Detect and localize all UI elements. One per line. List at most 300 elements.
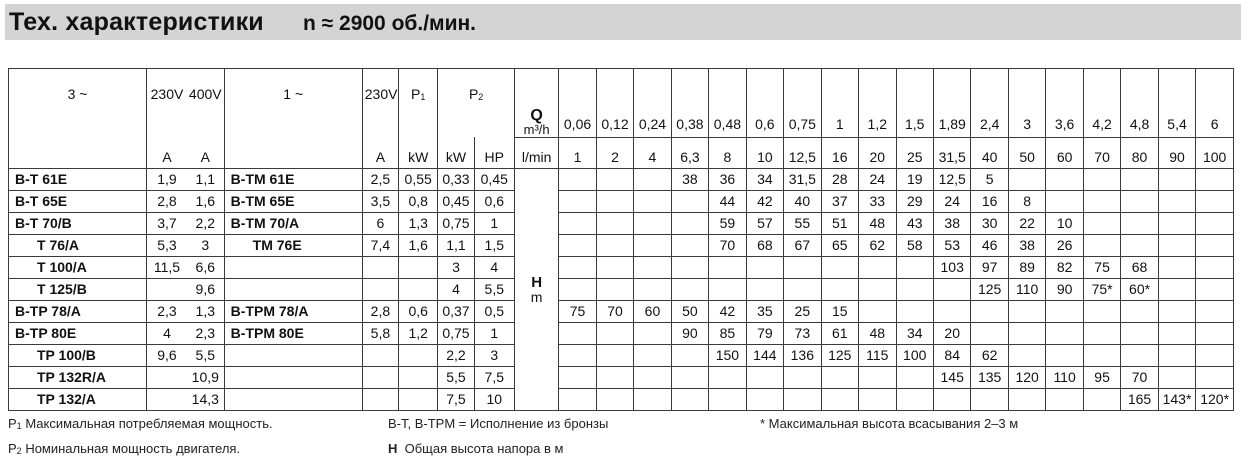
legend-suction: * Максимальная высота всасывания 2–3 м (760, 416, 1019, 431)
head-value (1158, 322, 1195, 344)
head-value (1083, 168, 1120, 190)
head-value: 10 (1046, 212, 1083, 234)
head-value (1196, 300, 1234, 322)
page-subtitle: n ≈ 2900 об./мин. (303, 12, 477, 35)
power-p2-hp: 4 (474, 256, 514, 278)
head-value (1196, 366, 1234, 388)
head-value: 67 (784, 234, 821, 256)
head-value (671, 366, 708, 388)
flow-lmin-header: 4 (634, 137, 671, 168)
flow-lmin-header: 20 (859, 137, 896, 168)
head-value: 73 (784, 322, 821, 344)
head-value (859, 366, 896, 388)
flow-m3h-header: 1,2 (859, 69, 896, 138)
head-value (671, 190, 708, 212)
flow-m3h-header: 0,75 (784, 69, 821, 138)
head-value (671, 388, 708, 410)
current-230v: 11,5 (147, 256, 187, 278)
head-value (859, 388, 896, 410)
head-value (933, 278, 970, 300)
head-value (1196, 256, 1234, 278)
head-value (596, 168, 633, 190)
head-value (1083, 212, 1120, 234)
head-value (1158, 344, 1195, 366)
current-1phase (362, 344, 398, 366)
head-label: H m (514, 168, 558, 410)
head-value (559, 234, 596, 256)
head-value: 75 (559, 300, 596, 322)
a230-unit: A (147, 137, 187, 168)
head-value: 22 (1008, 212, 1045, 234)
head-value (1158, 278, 1195, 300)
head-value: 16 (971, 190, 1008, 212)
head-value (596, 344, 633, 366)
head-value (709, 278, 746, 300)
head-value (709, 366, 746, 388)
head-value: 48 (859, 322, 896, 344)
head-value: 145 (933, 366, 970, 388)
head-value: 38 (933, 212, 970, 234)
model-1phase: B-TM 70/A (224, 212, 362, 234)
flow-m3h-header: 1,5 (896, 69, 933, 138)
current-230v: 9,6 (147, 344, 187, 366)
head-value: 24 (933, 190, 970, 212)
flow-m3h-header: 0,6 (746, 69, 783, 138)
head-value (784, 388, 821, 410)
head-value (596, 366, 633, 388)
head-value (596, 278, 633, 300)
power-p2-hp: 1,5 (474, 234, 514, 256)
power-p2-kw: 4 (438, 278, 474, 300)
power-p1: 1,3 (399, 212, 438, 234)
flow-m3h-header: 0,12 (596, 69, 633, 138)
flow-m3h-header: 2,4 (971, 69, 1008, 138)
model-1phase (224, 256, 362, 278)
head-value (634, 278, 671, 300)
power-p2-hp: 0,45 (474, 168, 514, 190)
model-1phase: TM 76E (224, 234, 362, 256)
head-value (821, 256, 858, 278)
current-1phase: 7,4 (362, 234, 398, 256)
model-3phase: TP 100/B (9, 344, 147, 366)
head-value (1083, 388, 1120, 410)
head-value (1008, 388, 1045, 410)
phase3-header: 3 ~ (9, 69, 147, 138)
flow-m3h-header: 5,4 (1158, 69, 1195, 138)
head-value (1008, 168, 1045, 190)
head-value: 62 (971, 344, 1008, 366)
head-value (821, 388, 858, 410)
head-value (1196, 278, 1234, 300)
power-p1: 0,55 (399, 168, 438, 190)
head-value: 79 (746, 322, 783, 344)
model-3phase: B-TP 78/A (9, 300, 147, 322)
current-1phase (362, 366, 398, 388)
flow-m3h-header: 0,38 (671, 69, 708, 138)
head-value (1158, 234, 1195, 256)
table-row (9, 212, 1234, 234)
power-p2-kw: 0,75 (438, 322, 474, 344)
head-value: 84 (933, 344, 970, 366)
head-value: 15 (821, 300, 858, 322)
current-1phase: 5,8 (362, 322, 398, 344)
head-value (1196, 322, 1234, 344)
head-value: 40 (784, 190, 821, 212)
head-value (784, 278, 821, 300)
head-value (634, 190, 671, 212)
head-value (1046, 344, 1083, 366)
head-value: 150 (709, 344, 746, 366)
head-value (971, 388, 1008, 410)
head-value: 20 (933, 322, 970, 344)
head-value (1121, 168, 1158, 190)
head-value: 50 (671, 300, 708, 322)
p2-header: $P_2$ (438, 69, 515, 138)
power-p2-kw: 0,33 (438, 168, 474, 190)
head-value: 70 (596, 300, 633, 322)
head-value: 100 (896, 344, 933, 366)
head-value (596, 256, 633, 278)
head-value (1046, 190, 1083, 212)
power-p2-hp: 3 (474, 344, 514, 366)
head-value (1083, 344, 1120, 366)
head-value (1196, 212, 1234, 234)
head-value (1083, 234, 1120, 256)
power-p1 (399, 366, 438, 388)
head-value: 120 (1008, 366, 1045, 388)
flow-lmin-header: 80 (1121, 137, 1158, 168)
q-header: Q m³/h (514, 69, 558, 138)
head-value: 60 (634, 300, 671, 322)
flow-lmin-header: 10 (746, 137, 783, 168)
page-title: Тех. характеристики (9, 8, 264, 36)
current-1phase (362, 388, 398, 410)
current-400v: 9,6 (187, 278, 224, 300)
current-230v: 2,3 (147, 300, 187, 322)
head-value: 8 (1008, 190, 1045, 212)
table-row (9, 234, 1234, 256)
table-row (9, 300, 1234, 322)
model-3phase: B-T 61E (9, 168, 147, 190)
power-p1: 1,2 (399, 322, 438, 344)
head-value (709, 388, 746, 410)
header-row-top (9, 69, 1234, 138)
phase1-header: 1 ~ (224, 69, 362, 138)
power-p2-kw: 0,45 (438, 190, 474, 212)
current-230v (147, 278, 187, 300)
current-230v: 5,3 (147, 234, 187, 256)
head-value: 110 (1008, 278, 1045, 300)
model-1phase: B-TM 61E (224, 168, 362, 190)
power-p1 (399, 278, 438, 300)
current-230v: 1,9 (147, 168, 187, 190)
flow-m3h-header: 0,48 (709, 69, 746, 138)
head-value (671, 212, 708, 234)
head-value: 97 (971, 256, 1008, 278)
model-1phase (224, 278, 362, 300)
a400-unit: A (187, 137, 224, 168)
power-p2-kw: 7,5 (438, 388, 474, 410)
head-value: 57 (746, 212, 783, 234)
table-row (9, 190, 1234, 212)
table-row (9, 256, 1234, 278)
head-value (1046, 300, 1083, 322)
head-value (896, 278, 933, 300)
flow-lmin-header: 8 (709, 137, 746, 168)
power-p2-hp: 10 (474, 388, 514, 410)
head-value: 31,5 (784, 168, 821, 190)
head-value: 58 (896, 234, 933, 256)
p1-unit: kW (399, 137, 438, 168)
head-value: 44 (709, 190, 746, 212)
model-1phase (224, 366, 362, 388)
head-value: 143* (1158, 388, 1195, 410)
head-value (1046, 322, 1083, 344)
current-400v: 3 (187, 234, 224, 256)
head-value: 95 (1083, 366, 1120, 388)
head-value: 60* (1121, 278, 1158, 300)
head-value (1083, 190, 1120, 212)
current-230v (147, 366, 187, 388)
table-row (9, 168, 1234, 190)
head-value (1008, 344, 1045, 366)
current-400v: 1,3 (187, 300, 224, 322)
head-value (559, 322, 596, 344)
head-value: 38 (1008, 234, 1045, 256)
head-value (896, 300, 933, 322)
head-value (1196, 190, 1234, 212)
model-1phase: B-TPM 78/A (224, 300, 362, 322)
head-value: 90 (671, 322, 708, 344)
head-value: 42 (746, 190, 783, 212)
head-value (746, 278, 783, 300)
model-3phase: TP 132/A (9, 388, 147, 410)
head-value (596, 212, 633, 234)
model-3phase: T 76/A (9, 234, 147, 256)
head-value (971, 300, 1008, 322)
p1-header: $P_1$ (399, 69, 438, 138)
current-1phase: 3,5 (362, 190, 398, 212)
table-row (9, 278, 1234, 300)
head-value: 165 (1121, 388, 1158, 410)
head-value: 43 (896, 212, 933, 234)
head-value (559, 388, 596, 410)
head-value (896, 256, 933, 278)
current-400v: 2,3 (187, 322, 224, 344)
current-1phase: 6 (362, 212, 398, 234)
head-value (821, 366, 858, 388)
header-row-bottom (9, 137, 1234, 168)
head-value (559, 366, 596, 388)
head-value (634, 344, 671, 366)
table-row (9, 366, 1234, 388)
head-value (1121, 190, 1158, 212)
head-value: 62 (859, 234, 896, 256)
head-value (1158, 366, 1195, 388)
head-value (784, 256, 821, 278)
head-value (559, 168, 596, 190)
head-value: 51 (821, 212, 858, 234)
flow-lmin-header: 2 (596, 137, 633, 168)
head-value (971, 322, 1008, 344)
head-value (746, 388, 783, 410)
head-value (1083, 300, 1120, 322)
head-value: 36 (709, 168, 746, 190)
head-value (1158, 300, 1195, 322)
head-value: 75 (1083, 256, 1120, 278)
head-value: 135 (971, 366, 1008, 388)
model-3phase: TP 132R/A (9, 366, 147, 388)
power-p2-hp: 1 (474, 212, 514, 234)
legend-bronze: B-T, B-TPM = Исполнение из бронзы (388, 416, 609, 431)
spec-table (8, 68, 1234, 411)
flow-m3h-header: 0,06 (559, 69, 596, 138)
p2-kw-unit: kW (438, 137, 474, 168)
head-value: 38 (671, 168, 708, 190)
head-value: 144 (746, 344, 783, 366)
head-value (1046, 388, 1083, 410)
head-value (1158, 168, 1195, 190)
head-value: 115 (859, 344, 896, 366)
current-1phase: 2,8 (362, 300, 398, 322)
head-value (1121, 344, 1158, 366)
current-230v (147, 388, 187, 410)
head-value (859, 256, 896, 278)
flow-lmin-header: 40 (971, 137, 1008, 168)
head-value (1196, 234, 1234, 256)
flow-lmin-header: 70 (1083, 137, 1120, 168)
flow-lmin-header: 16 (821, 137, 858, 168)
head-value (821, 278, 858, 300)
head-value: 125 (821, 344, 858, 366)
head-value: 65 (821, 234, 858, 256)
head-value (1046, 168, 1083, 190)
power-p2-kw: 5,5 (438, 366, 474, 388)
current-400v: 5,5 (187, 344, 224, 366)
head-value: 85 (709, 322, 746, 344)
head-value: 70 (709, 234, 746, 256)
flow-m3h-header: 3,6 (1046, 69, 1083, 138)
power-p2-kw: 0,37 (438, 300, 474, 322)
head-value (559, 212, 596, 234)
model-1phase (224, 344, 362, 366)
head-value: 34 (746, 168, 783, 190)
current-400v: 2,2 (187, 212, 224, 234)
head-value: 53 (933, 234, 970, 256)
head-value: 125 (971, 278, 1008, 300)
head-value: 48 (859, 212, 896, 234)
flow-lmin-header: 50 (1008, 137, 1045, 168)
head-value (1008, 322, 1045, 344)
legend-h: H Общая высота напора в м (388, 441, 564, 456)
head-value (671, 344, 708, 366)
head-value (746, 256, 783, 278)
table-row (9, 344, 1234, 366)
head-value: 120* (1196, 388, 1234, 410)
power-p2-kw: 1,1 (438, 234, 474, 256)
model-1phase: B-TM 65E (224, 190, 362, 212)
head-value (634, 256, 671, 278)
v230-header: 230V (147, 69, 187, 138)
head-value (634, 234, 671, 256)
head-value: 35 (746, 300, 783, 322)
head-value (559, 190, 596, 212)
legend-p2: $P_2$ Номинальная мощность двигателя. (8, 441, 241, 456)
p2-hp-unit: HP (474, 137, 514, 168)
power-p2-hp: 7,5 (474, 366, 514, 388)
power-p1 (399, 344, 438, 366)
head-value (559, 278, 596, 300)
head-value: 24 (859, 168, 896, 190)
head-value (859, 278, 896, 300)
current-230v: 3,7 (147, 212, 187, 234)
current-230v: 2,8 (147, 190, 187, 212)
flow-m3h-header: 6 (1196, 69, 1234, 138)
head-value (596, 388, 633, 410)
head-value (634, 168, 671, 190)
model-3phase: T 125/B (9, 278, 147, 300)
head-value (896, 388, 933, 410)
current-400v: 1,1 (187, 168, 224, 190)
head-value: 110 (1046, 366, 1083, 388)
power-p1 (399, 388, 438, 410)
head-value: 75* (1083, 278, 1120, 300)
flow-m3h-header: 1 (821, 69, 858, 138)
head-value: 25 (784, 300, 821, 322)
title-bar (5, 4, 1241, 40)
power-p2-hp: 5,5 (474, 278, 514, 300)
current-230v: 4 (147, 322, 187, 344)
head-value (933, 388, 970, 410)
power-p2-kw: 3 (438, 256, 474, 278)
head-value: 46 (971, 234, 1008, 256)
flow-lmin-header: 100 (1196, 137, 1234, 168)
head-value (784, 366, 821, 388)
v230-1-header: 230V (362, 69, 398, 138)
head-value: 19 (896, 168, 933, 190)
head-value: 42 (709, 300, 746, 322)
head-value (746, 366, 783, 388)
head-value (1121, 234, 1158, 256)
head-value: 89 (1008, 256, 1045, 278)
power-p2-kw: 2,2 (438, 344, 474, 366)
current-1phase: 2,5 (362, 168, 398, 190)
current-400v: 10,9 (187, 366, 224, 388)
head-value (1158, 190, 1195, 212)
power-p2-hp: 1 (474, 322, 514, 344)
flow-lmin-header: 12,5 (784, 137, 821, 168)
flow-lmin-header: 31,5 (933, 137, 970, 168)
legend-p1: $P_1$ Максимальная потребляемая мощность. (8, 416, 273, 431)
model-3phase: T 100/A (9, 256, 147, 278)
flow-m3h-header: 4,8 (1121, 69, 1158, 138)
head-value (1121, 212, 1158, 234)
head-value (559, 256, 596, 278)
head-value (634, 388, 671, 410)
power-p2-kw: 0,75 (438, 212, 474, 234)
current-400v: 14,3 (187, 388, 224, 410)
head-value: 29 (896, 190, 933, 212)
power-p1: 0,8 (399, 190, 438, 212)
head-value (1158, 256, 1195, 278)
power-p1: 1,6 (399, 234, 438, 256)
head-value (1196, 168, 1234, 190)
head-value: 70 (1121, 366, 1158, 388)
head-value: 37 (821, 190, 858, 212)
head-value (559, 344, 596, 366)
head-value: 30 (971, 212, 1008, 234)
head-value (596, 322, 633, 344)
